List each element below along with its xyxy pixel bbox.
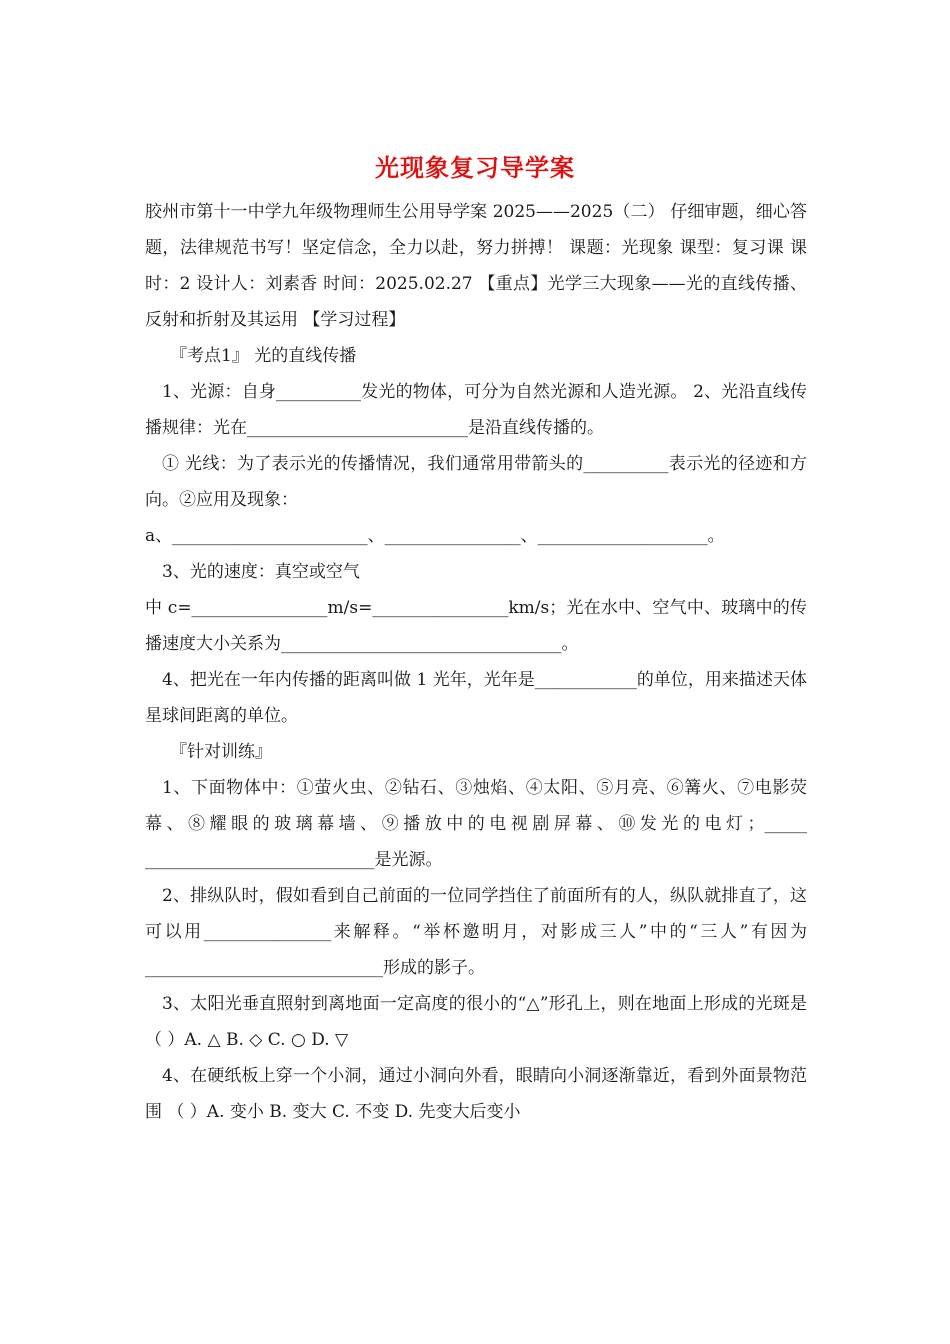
question-1: 1、下面物体中：①萤火虫、②钻石、③烛焰、④太阳、⑤月亮、⑥篝火、⑦电影荧幕、⑧耀眼的玻璃幕墙、⑨播放中的电视剧屏幕、⑩发光的电灯；_____ ___________________________是光源。 xyxy=(145,778,807,870)
item-light-speed-intro: 3、光的速度：真空或空气 xyxy=(162,562,360,582)
section-heading-practice: 『针对训练』 xyxy=(170,742,272,762)
question-3: 3、太阳光垂直照射到离地面一定高度的很小的“△”形孔上，则在地面上形成的光斑是 （ ）A. △ B. ◇ C. ○ D. ▽ xyxy=(145,994,807,1050)
page-title: 光现象复习导学案 xyxy=(375,153,575,182)
header-paragraph: 胶州市第十一中学九年级物理师生公用导学案 2025——2025（二） 仔细审题，细心答题，法律规范书写！坚定信念，全力以赴，努力拼搏！ 课题：光现象 课型：复习课 课时：2 设计人：刘素香 时间：2025.02.27 【重点】光学三大现象——光的直线传播、反射和折射及其运用 【学习过程】 xyxy=(145,202,807,330)
section-heading-kaodian1: 『考点1』 光的直线传播 xyxy=(170,346,357,366)
item-light-source: 1、光源：自身__________发光的物体，可分为自然光源和人造光源。 2、光沿直线传播规律：光在__________________________是沿直线传播的。 xyxy=(145,382,807,438)
item-light-year: 4、把光在一年内传播的距离叫做 1 光年，光年是____________的单位，用来描述天体星球间距离的单位。 xyxy=(145,670,807,726)
question-4: 4、在硬纸板上穿一个小洞，通过小洞向外看，眼睛向小洞逐渐靠近，看到外面景物范围 （ ）A. 变小 B. 变大 C. 不变 D. 先变大后变小 xyxy=(145,1066,807,1122)
item-applications: a、_______________________、________________、____________________。 xyxy=(145,526,725,546)
document-body xyxy=(145,194,807,1130)
item-light-speed: 中 c=________________m/s=________________km/s；光在水中、空气中、玻璃中的传播速度大小关系为_________________________________。 xyxy=(145,598,807,654)
item-light-ray: ① 光线：为了表示光的传播情况，我们通常用带箭头的__________表示光的径迹和方向。②应用及现象： xyxy=(145,454,807,510)
question-2: 2、排纵队时，假如看到自己前面的一位同学挡住了前面所有的人，纵队就排直了，这可以用_______________来解释。“举杯邀明月，对影成三人”中的“三人”有因为____________________________形成的影子。 xyxy=(145,886,807,978)
